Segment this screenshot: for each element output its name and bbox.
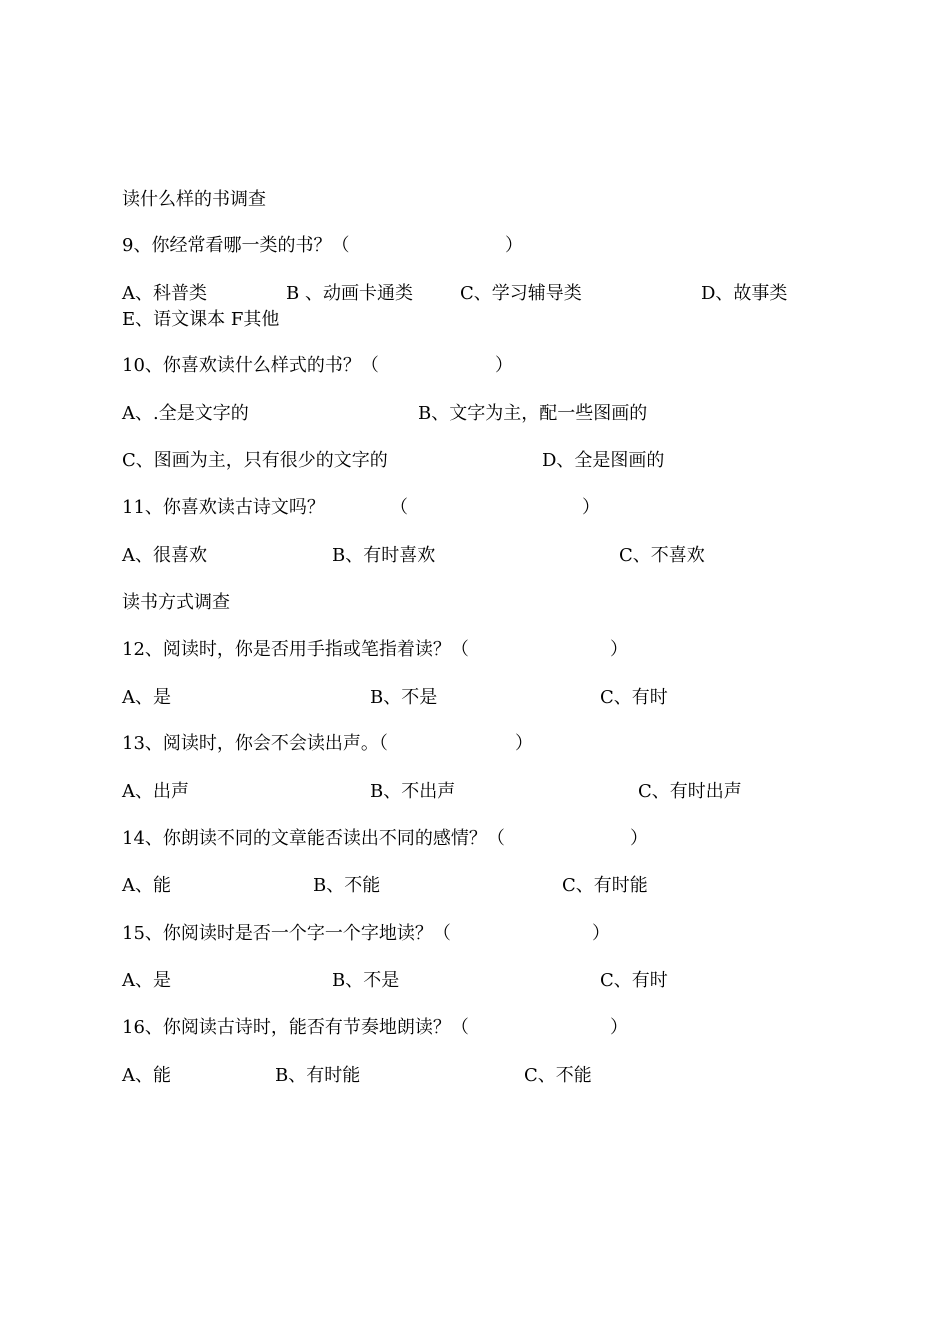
section-title-text: 读书方式调查	[122, 592, 230, 613]
question-9	[0, 232, 950, 260]
option-c: C、有时	[600, 687, 668, 708]
option-b: B 、动画卡通类	[286, 283, 413, 304]
option-a: A、.全是文字的	[122, 403, 249, 424]
option-c: C、有时	[600, 970, 668, 991]
option-b: B、不能	[313, 875, 381, 896]
question-10-text: 10、你喜欢读什么样式的书？（	[122, 355, 379, 376]
question-11	[0, 494, 950, 522]
question-14-text: 14、你朗读不同的文章能否读出不同的感情？（	[122, 828, 505, 849]
option-a: A、很喜欢	[122, 545, 207, 566]
question-16-answer-close: ）	[610, 1017, 628, 1038]
option-c: C、不能	[524, 1065, 592, 1086]
question-10	[0, 352, 950, 380]
question-11-options	[0, 542, 950, 570]
option-c: C、有时能	[562, 875, 648, 896]
question-12-answer-close: ）	[610, 639, 628, 660]
option-d: D、全是图画的	[542, 450, 665, 471]
option-c: C、学习辅导类	[460, 283, 582, 304]
question-13-answer-close: ）	[515, 733, 533, 754]
question-16-text: 16、你阅读古诗时，能否有节奏地朗读？（	[122, 1017, 469, 1038]
question-9-options-row2	[0, 306, 950, 334]
question-9-text: 9、你经常看哪一类的书？（	[122, 235, 350, 256]
option-a: A、科普类	[122, 283, 207, 304]
question-12-text: 12、阅读时，你是否用手指或笔指着读？（	[122, 639, 469, 660]
option-b: B、不是	[332, 970, 400, 991]
question-12	[0, 636, 950, 664]
option-a: A、是	[122, 687, 171, 708]
section-title-reading-method	[0, 589, 950, 617]
option-b: B、有时能	[275, 1065, 361, 1086]
option-e: E、语文课本 F其他	[122, 309, 280, 330]
question-10-options	[0, 400, 950, 428]
option-c: C、有时出声	[638, 781, 742, 802]
question-13	[0, 730, 950, 758]
option-a: A、是	[122, 970, 171, 991]
option-a: A、出声	[122, 781, 189, 802]
section-title-book-type	[0, 186, 950, 214]
question-15-text: 15、你阅读时是否一个字一个字地读？（	[122, 923, 451, 944]
option-d: D、故事类	[701, 283, 788, 304]
option-c: C、图画为主，只有很少的文字的	[122, 450, 388, 471]
question-15-options	[0, 967, 950, 995]
question-16-options	[0, 1062, 950, 1090]
option-a: A、能	[122, 875, 171, 896]
question-15	[0, 920, 950, 948]
question-14-options	[0, 872, 950, 900]
question-10-answer-close: ）	[495, 355, 513, 376]
question-14-answer-close: ）	[630, 828, 648, 849]
option-b: B、不出声	[370, 781, 456, 802]
section-title-text: 读什么样的书调查	[122, 189, 266, 210]
question-11-answer-open: （	[390, 497, 408, 518]
question-9-options	[0, 280, 950, 308]
option-c: C、不喜欢	[619, 545, 705, 566]
question-11-answer-close: ）	[582, 497, 600, 518]
question-12-options	[0, 684, 950, 712]
question-13-text: 13、阅读时，你会不会读出声。（	[122, 733, 388, 754]
option-b: B、文字为主，配一些图画的	[418, 403, 648, 424]
question-14	[0, 825, 950, 853]
question-10-options-row2	[0, 447, 950, 475]
option-a: A、能	[122, 1065, 171, 1086]
option-b: B、有时喜欢	[332, 545, 436, 566]
question-9-answer-close: ）	[505, 235, 523, 256]
question-16	[0, 1014, 950, 1042]
option-b: B、不是	[370, 687, 438, 708]
question-11-text: 11、你喜欢读古诗文吗？	[122, 497, 325, 518]
question-15-answer-close: ）	[592, 923, 610, 944]
question-13-options	[0, 778, 950, 806]
